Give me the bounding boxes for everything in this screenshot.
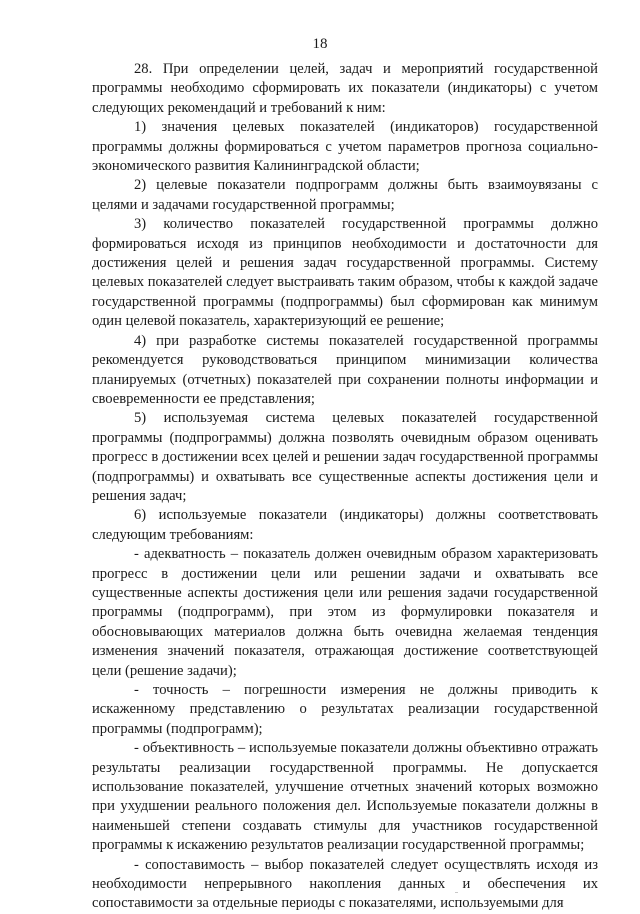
paragraph-item-6: 6) используемые показатели (индикаторы) должны соответствовать следующим требованиям:: [92, 507, 598, 543]
page-body: [92, 60, 598, 914]
requirement-adequacy: - адекватность – показатель должен очевидным образом характеризовать прогресс в достижении цели или решении задачи и охватывать все существенные аспекты достижения цели или решения задачи государственной программы (подпрограмм), при этом из формулировки показателя и обосновывающих материалов должна быть очевидна желаемая тенденция изменения значений показателя, отражающая достижение соответствующей цели (решение задачи);: [92, 546, 598, 679]
paragraph-item-5: 5) используемая система целевых показателей государственной программы (подпрограммы) должна позволять очевидным образом оценивать прогресс в достижении всех целей и решении задач государственной программы (подпрограммы) и охватывать все существенные аспекты достижения цели и решения задач;: [92, 410, 598, 504]
requirement-objectivity: - объективность – используемые показатели должны объективно отражать результаты реализации государственной программы. Не допускается использование показателей, улучшение отчетных значений которых возможно при ухудшении реального положения дел. Используемые показатели должны в наименьшей степени создавать стимулы для участников государственной программы к искажению результатов реализации государственной программы;: [92, 740, 598, 854]
paragraph-item-3: 3) количество показателей государственной программы должно формироваться исходя из принципов необходимости и достаточности для достижения целей и решения задач государственной программы. Систему целевых показателей следует выстраивать таким образом, чтобы к каждой задаче государственной программы (подпрограммы) был сформирован как минимум один целевой показатель, характеризующий ее решение;: [92, 216, 598, 330]
paragraph-item-4: 4) при разработке системы показателей государственной программы рекомендуется руководствоваться принципом минимизации количества планируемых (отчетных) показателей при сохранении полноты информации и своевременности ее представления;: [92, 332, 598, 407]
paragraph-28-intro: 28. При определении целей, задач и мероприятий государственной программы необходимо сформировать их показатели (индикаторы) с учетом следующих рекомендаций и требований к ним:: [92, 61, 598, 116]
page-number: 18: [312, 36, 328, 52]
scan-artifact: [455, 892, 458, 893]
requirement-accuracy: - точность – погрешности измерения не должны приводить к искаженному представлению о результатах реализации государственной программы (подпрограмм);: [92, 682, 598, 737]
paragraph-item-2: 2) целевые показатели подпрограмм должны быть взаимоувязаны с целями и задачами государственной программы;: [92, 177, 598, 213]
paragraph-item-1: 1) значения целевых показателей (индикаторов) государственной программы должны формироваться с учетом параметров прогноза социально-экономического развития Калининградской области;: [92, 119, 598, 175]
requirement-comparability: - сопоставимость – выбор показателей следует осуществлять исходя из необходимости непрерывного накопления данных и обеспечения их сопоставимости за отдельные периоды с показателями, используемыми для: [92, 856, 598, 912]
